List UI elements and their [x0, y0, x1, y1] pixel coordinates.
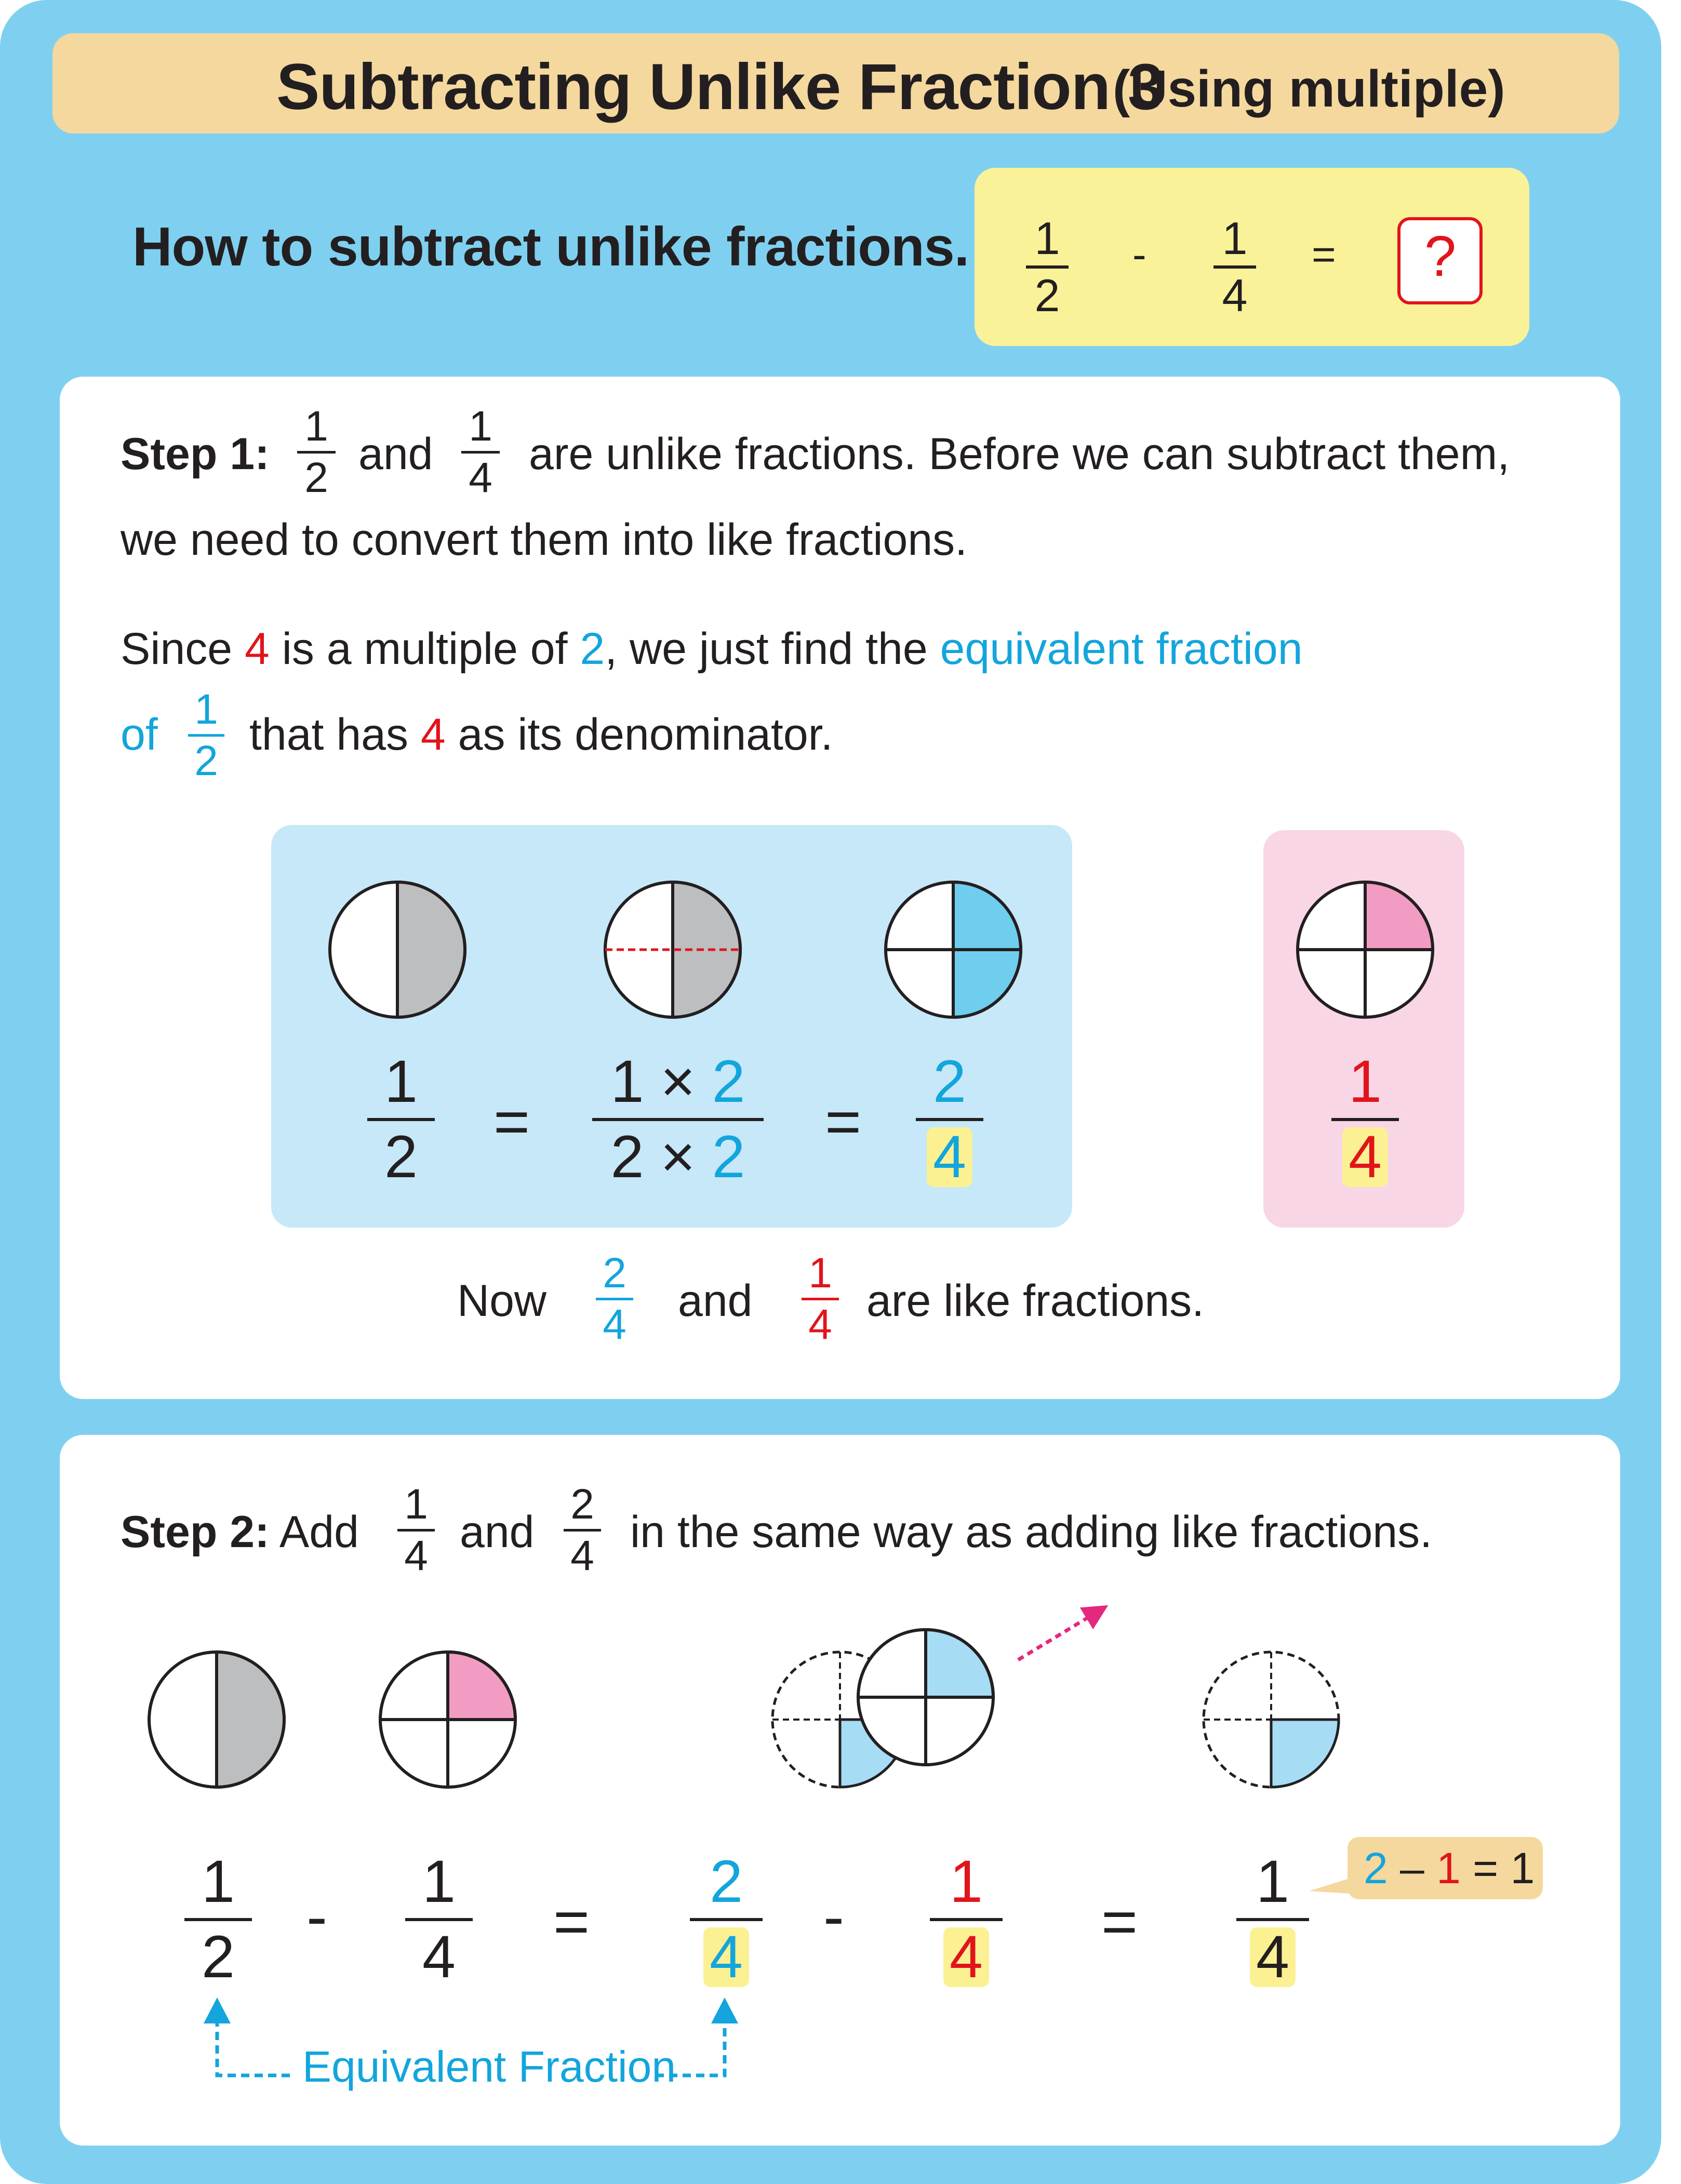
- equivalent-connector: [217, 2018, 725, 2075]
- text: , we just find the: [605, 624, 928, 674]
- bubble-minus: –: [1388, 1844, 1437, 1893]
- problem-equals: =: [1312, 231, 1336, 277]
- denominator: 4: [927, 1127, 972, 1187]
- denominator: 4: [943, 1927, 989, 1987]
- numerator: 1: [1222, 212, 1248, 264]
- numerator: 2: [933, 1048, 966, 1115]
- denominator: 2: [304, 454, 328, 501]
- equivalent-fraction-label: Equivalent Fraction: [302, 2042, 676, 2091]
- problem-minus: -: [1132, 231, 1146, 277]
- highlight-4: 4: [420, 710, 446, 760]
- denominator: 2: [1034, 270, 1060, 321]
- denominator: 2: [202, 1924, 235, 1990]
- denominator: 4: [404, 1532, 428, 1579]
- step2-and: and: [460, 1507, 535, 1557]
- bubble-tail: [1309, 1878, 1351, 1894]
- eq-equals-2: =: [825, 1087, 862, 1156]
- numerator: 1: [469, 403, 492, 450]
- numerator: 2: [710, 1848, 743, 1915]
- s2-minus-2: -: [823, 1882, 844, 1951]
- denominator: 4: [1250, 1927, 1296, 1987]
- text: is a multiple of: [282, 624, 568, 674]
- numerator: 2: [603, 1249, 626, 1297]
- eq-equals-1: =: [493, 1087, 530, 1156]
- numerator: 1: [404, 1481, 428, 1528]
- text: 2 ×: [610, 1124, 696, 1190]
- page-subtitle: (Using multiple): [1113, 60, 1505, 118]
- numerator: 1: [808, 1249, 832, 1297]
- bubble-rest: = 1: [1460, 1844, 1535, 1893]
- question-heading: How to subtract unlike fractions.: [132, 216, 969, 277]
- s2-equals-2: =: [1101, 1887, 1138, 1956]
- text: as its denominator.: [458, 710, 833, 760]
- step1-line1-text: are unlike fractions. Before we can subtract them,: [529, 429, 1510, 479]
- s2-circle-quarter: [380, 1652, 515, 1787]
- numerator: 1: [202, 1848, 235, 1915]
- denominator: 4: [808, 1301, 832, 1348]
- numerator: 1: [304, 403, 328, 450]
- denominator: 2: [384, 1124, 418, 1190]
- denominator: 4: [703, 1927, 749, 1987]
- bubble-a: 2: [1364, 1844, 1388, 1893]
- text: that has: [249, 710, 408, 760]
- numerator: 1: [950, 1848, 983, 1915]
- text: Since: [121, 624, 233, 674]
- numerator: 1: [384, 1048, 418, 1115]
- step1-and: and: [358, 429, 433, 479]
- equivalent-fraction-text: equivalent fraction: [940, 624, 1303, 674]
- text: 1 ×: [610, 1048, 696, 1115]
- denominator: 4: [469, 454, 492, 501]
- numerator: 1: [1034, 212, 1060, 264]
- multiplier: 2: [712, 1124, 745, 1190]
- step2-heading-rest: in the same way as adding like fractions.: [630, 1507, 1433, 1557]
- removal-arrow: [1018, 1608, 1104, 1660]
- circle-two-quarters: [886, 882, 1021, 1017]
- s2-equals-1: =: [553, 1887, 590, 1956]
- now-and: and: [678, 1276, 753, 1326]
- step1-line2-text: we need to convert them into like fractions.: [121, 515, 968, 565]
- numerator: 1: [422, 1848, 456, 1915]
- denominator: 4: [422, 1924, 456, 1990]
- step1-label: Step 1:: [121, 429, 270, 479]
- question-mark: ?: [1424, 224, 1457, 288]
- now-text: Now: [457, 1276, 547, 1326]
- denominator: 2: [194, 737, 218, 784]
- s2-minus-1: -: [306, 1882, 327, 1951]
- denominator: 4: [1342, 1127, 1388, 1187]
- step1-of: of: [121, 710, 158, 760]
- s2-circle-removing: [772, 1630, 993, 1787]
- numerator: 2: [570, 1481, 594, 1528]
- bubble-b: 1: [1436, 1844, 1461, 1893]
- circle-one-quarter-pink: [1298, 882, 1433, 1017]
- step2-label: Step 2:: [121, 1507, 270, 1557]
- highlight-2: 2: [580, 624, 605, 674]
- text: Add: [279, 1507, 359, 1557]
- s2-circle-half: [149, 1652, 284, 1787]
- circle-half-split: [605, 882, 740, 1017]
- arrow-up-left: [204, 1997, 231, 2023]
- circle-half-shaded: [330, 882, 465, 1017]
- numerator: 1: [194, 686, 218, 733]
- s2-circle-result: [1204, 1652, 1339, 1787]
- numerator: 1: [1256, 1848, 1289, 1915]
- denominator: 4: [603, 1301, 626, 1348]
- page-title: Subtracting Unlike Fraction 3: [276, 51, 1164, 123]
- arrow-up-right: [711, 1997, 738, 2023]
- numerator: 1: [1349, 1048, 1382, 1115]
- denominator: 4: [1222, 270, 1248, 321]
- highlight-4: 4: [245, 624, 270, 674]
- now-rest: are like fractions.: [866, 1276, 1205, 1326]
- multiplier: 2: [712, 1048, 745, 1115]
- denominator: 4: [570, 1532, 594, 1579]
